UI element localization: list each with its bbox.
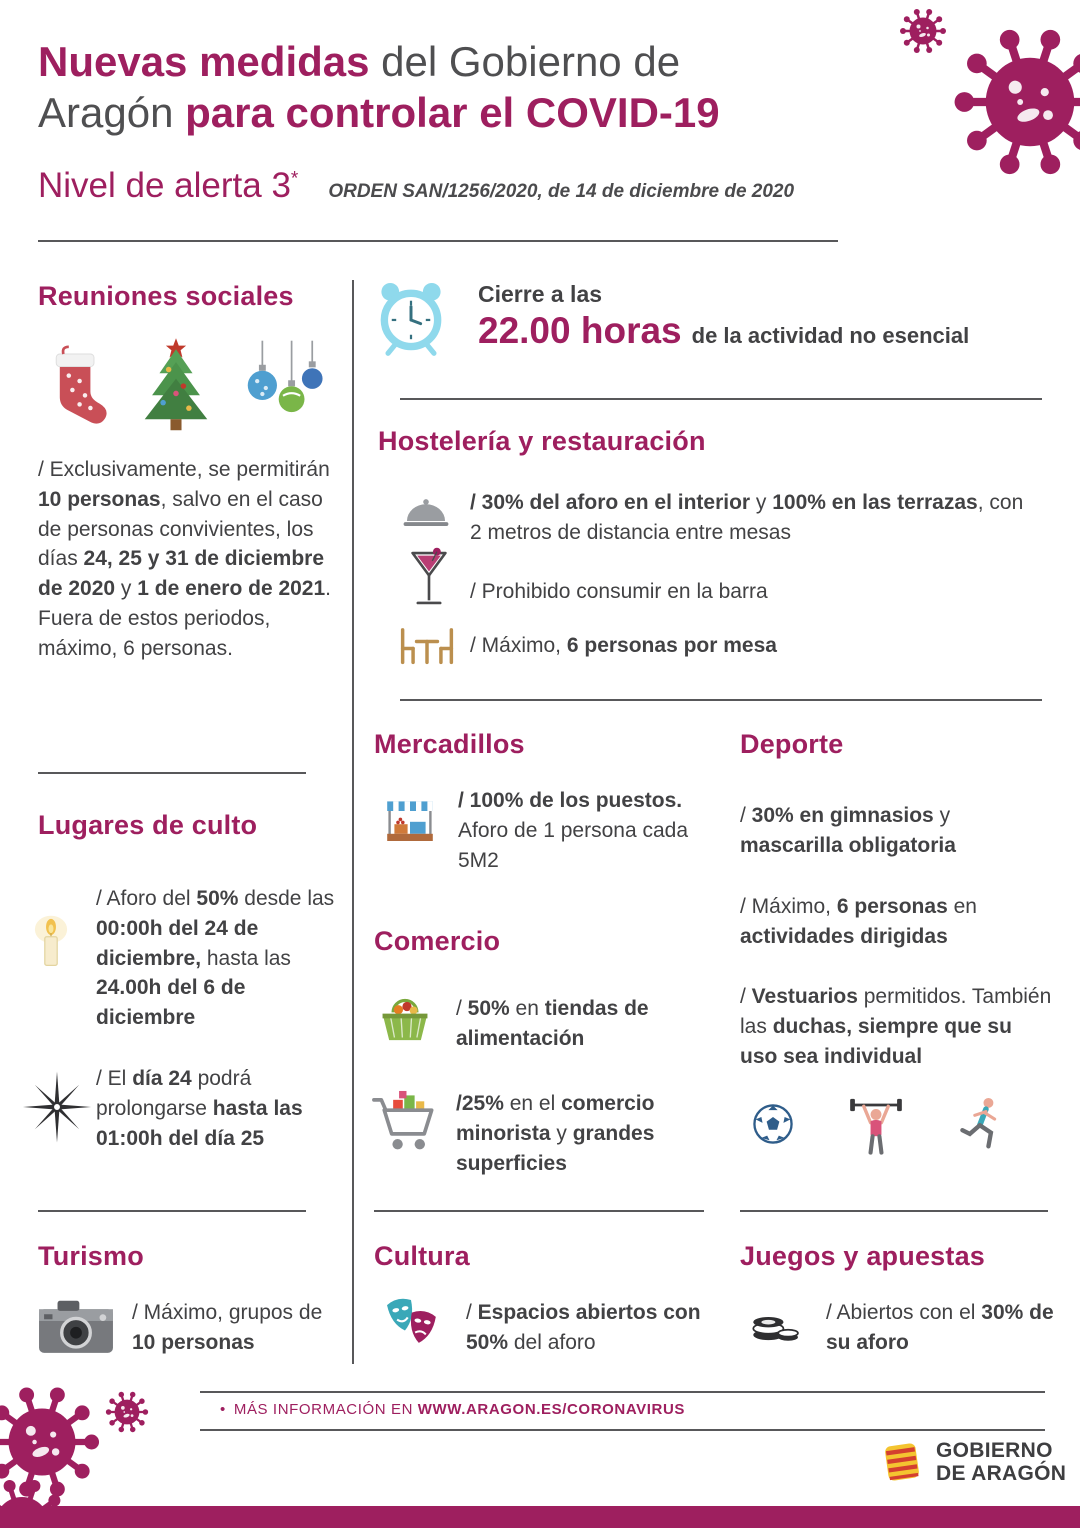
more-info-line bbox=[220, 1401, 685, 1418]
mercadillos-heading: Mercadillos bbox=[374, 729, 525, 759]
deporte-gym-text: / 30% en gimnasios y mascarilla obligatoria bbox=[740, 804, 956, 857]
christmas-tree-icon bbox=[130, 336, 222, 438]
hosteleria-capacity-text: / 30% del aforo en el interior y 100% en las terrazas, con 2 metros de distancia entre mesas bbox=[470, 491, 1024, 544]
deporte-groups-text: / Máximo, 6 personas en actividades dirigidas bbox=[740, 895, 977, 948]
more-info-text: MÁS INFORMACIÓN EN WWW.ARAGON.ES/CORONAVIRUS bbox=[233, 1401, 685, 1418]
virus-icon bbox=[948, 20, 1080, 184]
curfew-block bbox=[478, 281, 1048, 352]
sports-icons-row bbox=[744, 1090, 1012, 1158]
virus-icon bbox=[104, 1389, 150, 1435]
column-divider bbox=[352, 280, 354, 1364]
section-divider bbox=[740, 1210, 1048, 1212]
bullet-icon: • bbox=[220, 1401, 226, 1418]
gobierno-aragon-logo bbox=[878, 1438, 1066, 1486]
curfew-scope: de la actividad no esencial bbox=[691, 323, 970, 348]
cocktail-icon bbox=[406, 543, 452, 613]
turismo-heading: Turismo bbox=[38, 1241, 144, 1271]
header-divider bbox=[38, 240, 838, 242]
curfew-line bbox=[478, 310, 1048, 352]
shopping-cart-icon bbox=[368, 1084, 442, 1166]
logo-text: GOBIERNO DE ARAGÓN bbox=[936, 1438, 1067, 1485]
camera-icon bbox=[34, 1294, 118, 1358]
turismo-rule-text: / Máximo, grupos de 10 personas bbox=[132, 1301, 323, 1354]
alert-row bbox=[38, 166, 794, 206]
alert-asterisk: * bbox=[290, 168, 299, 190]
serving-dish-icon bbox=[398, 489, 454, 535]
culto-heading: Lugares de culto bbox=[38, 810, 258, 840]
deporte-lockers-text: / Vestuarios permitidos. También las duchas, siempre que su uso sea individual bbox=[740, 985, 1052, 1068]
table-chairs-icon bbox=[398, 621, 456, 669]
running-icon bbox=[950, 1093, 1012, 1155]
bottom-accent-bar bbox=[0, 1506, 1080, 1528]
soccer-ball-icon bbox=[744, 1095, 802, 1153]
culto-extension-text: / El día 24 podrá prolongarse hasta las 01:00h del día 25 bbox=[96, 1067, 303, 1150]
deporte-heading: Deporte bbox=[740, 729, 844, 759]
section-divider bbox=[38, 772, 306, 774]
reuniones-heading: Reuniones sociales bbox=[38, 281, 294, 311]
comercio-food-text: / 50% en tiendas de alimentación bbox=[456, 997, 649, 1050]
comercio-heading: Comercio bbox=[374, 926, 501, 956]
cultura-rule-text: / Espacios abiertos con 50% del aforo bbox=[466, 1301, 701, 1354]
poker-chips-icon bbox=[744, 1291, 802, 1351]
cultura-heading: Cultura bbox=[374, 1241, 470, 1271]
page-title bbox=[38, 36, 898, 138]
page-title-line2: Aragón para controlar el COVID-19 bbox=[38, 89, 720, 137]
theater-masks-icon bbox=[378, 1290, 448, 1358]
order-reference: ORDEN SAN/1256/2020, de 14 de diciembre de 2020 bbox=[328, 181, 795, 202]
page-title-line1: Nuevas medidas del Gobierno de bbox=[38, 38, 681, 85]
hosteleria-table-text: / Máximo, 6 personas por mesa bbox=[470, 634, 777, 657]
aragon-flag-icon bbox=[878, 1438, 926, 1486]
curfew-intro: Cierre a las bbox=[478, 281, 603, 307]
star-icon bbox=[20, 1070, 94, 1144]
christmas-icons-row bbox=[40, 336, 326, 438]
mercadillos-rule-text: / 100% de los puestos. Aforo de 1 persona cada 5M2 bbox=[458, 789, 688, 872]
hosteleria-bar-text: / Prohibido consumir en la barra bbox=[470, 580, 768, 603]
candle-icon bbox=[20, 912, 82, 974]
section-divider bbox=[400, 398, 1042, 400]
alarm-clock-icon bbox=[374, 278, 448, 356]
curfew-time: 22.00 horas bbox=[478, 310, 682, 351]
juegos-heading: Juegos y apuestas bbox=[740, 1241, 986, 1271]
hosteleria-heading: Hostelería y restauración bbox=[378, 426, 706, 456]
comercio-retail-text: /25% en el comercio minorista y grandes superficies bbox=[456, 1092, 655, 1175]
info-url[interactable]: WWW.ARAGON.ES/CORONAVIRUS bbox=[417, 1401, 685, 1418]
footer-divider-bottom bbox=[200, 1429, 1045, 1431]
weightlifting-icon bbox=[842, 1090, 910, 1158]
section-divider bbox=[400, 699, 1042, 701]
food-basket-icon bbox=[372, 985, 438, 1053]
culto-capacity-text: / Aforo del 50% desde las 00:00h del 24 de diciembre, hasta las 24.00h del 6 de diciembre bbox=[96, 887, 335, 1030]
section-divider bbox=[38, 1210, 306, 1212]
market-stall-icon bbox=[380, 791, 440, 855]
virus-icon bbox=[898, 6, 948, 56]
juegos-rule-text: / Abiertos con el 30% de su aforo bbox=[826, 1301, 1054, 1354]
christmas-stocking-icon bbox=[40, 342, 112, 438]
footer-divider-top bbox=[200, 1391, 1045, 1393]
reuniones-body-text: / Exclusivamente, se permitirán 10 personas, salvo en el caso de personas convivientes, los días 24, 25 y 31 de diciembre de 2020 y 1 de enero de 2021. Fuera de estos periodos, máximo, 6 personas. bbox=[38, 458, 332, 660]
ornaments-icon bbox=[240, 338, 326, 438]
section-divider bbox=[374, 1210, 704, 1212]
alert-level: Nivel de alerta 3* bbox=[38, 166, 299, 205]
